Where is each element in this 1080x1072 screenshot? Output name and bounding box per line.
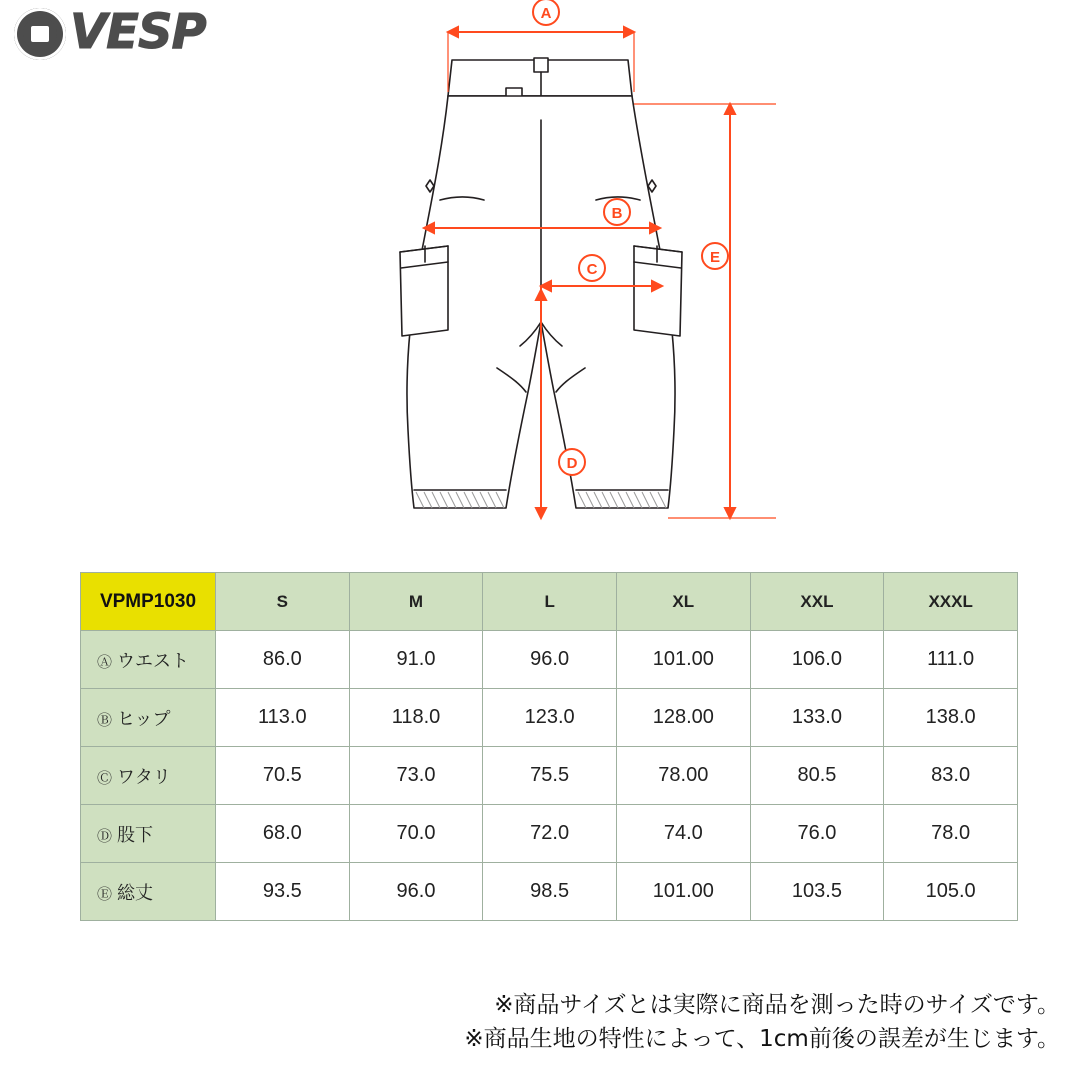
footnotes (0, 988, 1060, 1056)
svg-text:C: C (586, 261, 598, 278)
cell-thigh-m: 73.0 (349, 747, 483, 805)
cell-hip-xl: 128.00 (616, 689, 750, 747)
svg-text:B: B (611, 205, 623, 222)
product-code-cell: VPMP1030 (81, 573, 216, 631)
cell-hip-l: 123.0 (483, 689, 617, 747)
marker-C (579, 255, 605, 281)
cell-inseam-xxxl: 78.0 (884, 805, 1018, 863)
cell-thigh-s: 70.5 (216, 747, 350, 805)
cell-waist-l: 96.0 (483, 631, 617, 689)
row-label-text: ワタリ (117, 766, 171, 787)
cell-inseam-xl: 74.0 (616, 805, 750, 863)
row-label-waist (81, 631, 216, 689)
table-row (81, 805, 1018, 863)
marker-label-e: Ⓔ (97, 885, 113, 903)
row-label-total-length (81, 863, 216, 921)
brand-name: VESP (70, 4, 206, 60)
row-label-text: ウエスト (117, 650, 190, 671)
row-label-text: ヒップ (117, 708, 171, 729)
svg-text:A: A (540, 5, 552, 22)
cell-total-s: 93.5 (216, 863, 350, 921)
marker-label-d: Ⓓ (97, 827, 113, 845)
marker-E (702, 243, 728, 269)
svg-text:D: D (566, 455, 578, 472)
cell-waist-m: 91.0 (349, 631, 483, 689)
cell-total-xxxl: 105.0 (884, 863, 1018, 921)
row-label-text: 股下 (117, 824, 154, 845)
row-label-text: 総丈 (117, 882, 154, 903)
cell-thigh-xxxl: 83.0 (884, 747, 1018, 805)
table-row (81, 689, 1018, 747)
cell-thigh-xxl: 80.5 (750, 747, 884, 805)
cell-total-l: 98.5 (483, 863, 617, 921)
cell-thigh-l: 75.5 (483, 747, 617, 805)
size-header-m: M (349, 573, 483, 631)
row-label-hip (81, 689, 216, 747)
table-header-row (81, 573, 1018, 631)
marker-label-b: Ⓑ (97, 711, 113, 729)
cell-hip-m: 118.0 (349, 689, 483, 747)
cell-waist-s: 86.0 (216, 631, 350, 689)
footnote-2: ※商品生地の特性によって、1cm前後の誤差が生じます。 (464, 1026, 1060, 1052)
cell-total-xl: 101.00 (616, 863, 750, 921)
row-label-inseam (81, 805, 216, 863)
cell-total-xxl: 103.5 (750, 863, 884, 921)
size-header-xl: XL (616, 573, 750, 631)
footnote-1: ※商品サイズとは実際に商品を測った時のサイズです。 (494, 992, 1060, 1018)
cell-waist-xl: 101.00 (616, 631, 750, 689)
marker-D (559, 449, 585, 475)
size-header-xxxl: XXXL (884, 573, 1018, 631)
cell-inseam-xxl: 76.0 (750, 805, 884, 863)
cell-inseam-l: 72.0 (483, 805, 617, 863)
size-header-s: S (216, 573, 350, 631)
cell-inseam-s: 68.0 (216, 805, 350, 863)
size-header-l: L (483, 573, 617, 631)
row-label-thigh (81, 747, 216, 805)
size-header-xxl: XXL (750, 573, 884, 631)
svg-text:E: E (709, 249, 721, 266)
marker-label-c: Ⓒ (97, 769, 113, 787)
cell-waist-xxl: 106.0 (750, 631, 884, 689)
cell-waist-xxxl: 111.0 (884, 631, 1018, 689)
cell-hip-s: 113.0 (216, 689, 350, 747)
table-row (81, 747, 1018, 805)
cell-thigh-xl: 78.00 (616, 747, 750, 805)
marker-label-a: Ⓐ (97, 653, 113, 671)
cell-hip-xxxl: 138.0 (884, 689, 1018, 747)
table-row (81, 631, 1018, 689)
size-table (80, 572, 1018, 921)
cell-hip-xxl: 133.0 (750, 689, 884, 747)
cell-inseam-m: 70.0 (349, 805, 483, 863)
size-table-wrapper (80, 572, 1018, 921)
table-row (81, 863, 1018, 921)
marker-B (604, 199, 630, 225)
cell-total-m: 96.0 (349, 863, 483, 921)
marker-A (533, 0, 559, 25)
